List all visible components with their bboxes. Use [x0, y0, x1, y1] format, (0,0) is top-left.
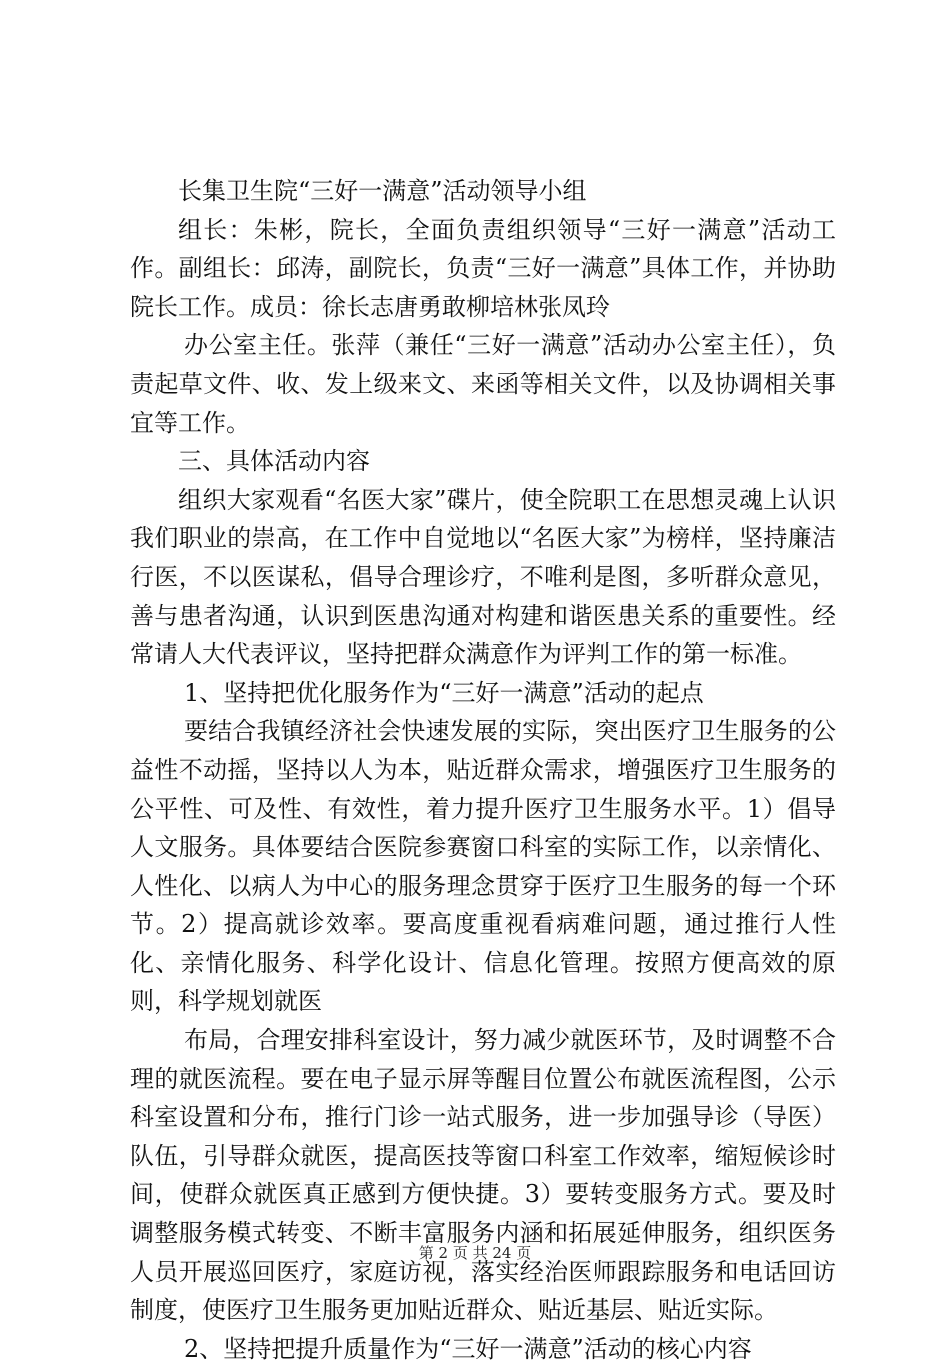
paragraph-leaders: 组长：朱彬，院长，全面负责组织领导“三好一满意”活动工作。副组长：邱涛，副院长，负责“三好一满意”具体工作，并协助院长工作。成员：徐长志唐勇敢柳培林张凤玲	[130, 215, 836, 321]
paragraph-service: 要结合我镇经济社会快速发展的实际，突出医疗卫生服务的公益性不动摇，坚持以人为本，贴近群众需求，增强医疗卫生服务的公平性、可及性、有效性，着力提升医疗卫生服务水平。1）倡导人文服务。具体要结合医院参赛窗口科室的实际工作，以亲情化、人性化、以病人为中心的服务理念贯穿于医疗卫生服务的每一个环节。2）提高就诊效率。要高度重视看病难问题，通过推行人性化、亲情化服务、科学化设计、信息化管理。按照方便高效的原则，科学规划就医	[130, 717, 836, 1016]
section-heading: 三、具体活动内容	[178, 447, 370, 476]
paragraph-layout: 布局，合理安排科室设计，努力减少就医环节，及时调整不合理的就医流程。要在电子显示屏等醒目位置公布就医流程图，公示科室设置和分布，推行门诊一站式服务，进一步加强导诊（导医）队伍，引导群众就医，提高医技等窗口科室工作效率，缩短候诊时间，使群众就医真正感到方便快捷。3）要转变服务方式。要及时调整服务模式转变、不断丰富服务内涵和拓展延伸服务，组织医务人员开展巡回医疗，家庭访视，落实经治医师跟踪服务和电话回访制度，使医疗卫生服务更加贴近群众、贴近基层、贴近实际。	[130, 1026, 836, 1325]
page-footer: 第 2 页 共 24 页	[418, 1244, 532, 1262]
subheading-1: 1、坚持把优化服务作为“三好一满意”活动的起点	[184, 678, 704, 707]
paragraph-activity: 组织大家观看“名医大家”碟片，使全院职工在思想灵魂上认识我们职业的崇高，在工作中自觉地以“名医大家”为榜样，坚持廉洁行医，不以医谋私，倡导合理诊疗，不唯利是图，多听群众意见，善与患者沟通，认识到医患沟通对构建和谐医患关系的重要性。经常请人大代表评议，坚持把群众满意作为评判工作的第一标准。	[130, 485, 836, 669]
document-body	[130, 172, 836, 1368]
subheading-2: 2、坚持把提升质量作为“三好一满意”活动的核心内容	[184, 1334, 752, 1363]
paragraph-title: 长集卫生院“三好一满意”活动领导小组	[178, 177, 587, 205]
paragraph-office: 办公室主任。张萍（兼任“三好一满意”活动办公室主任），负责起草文件、收、发上级来文、来函等相关文件，以及协调相关事宜等工作。	[130, 331, 836, 437]
